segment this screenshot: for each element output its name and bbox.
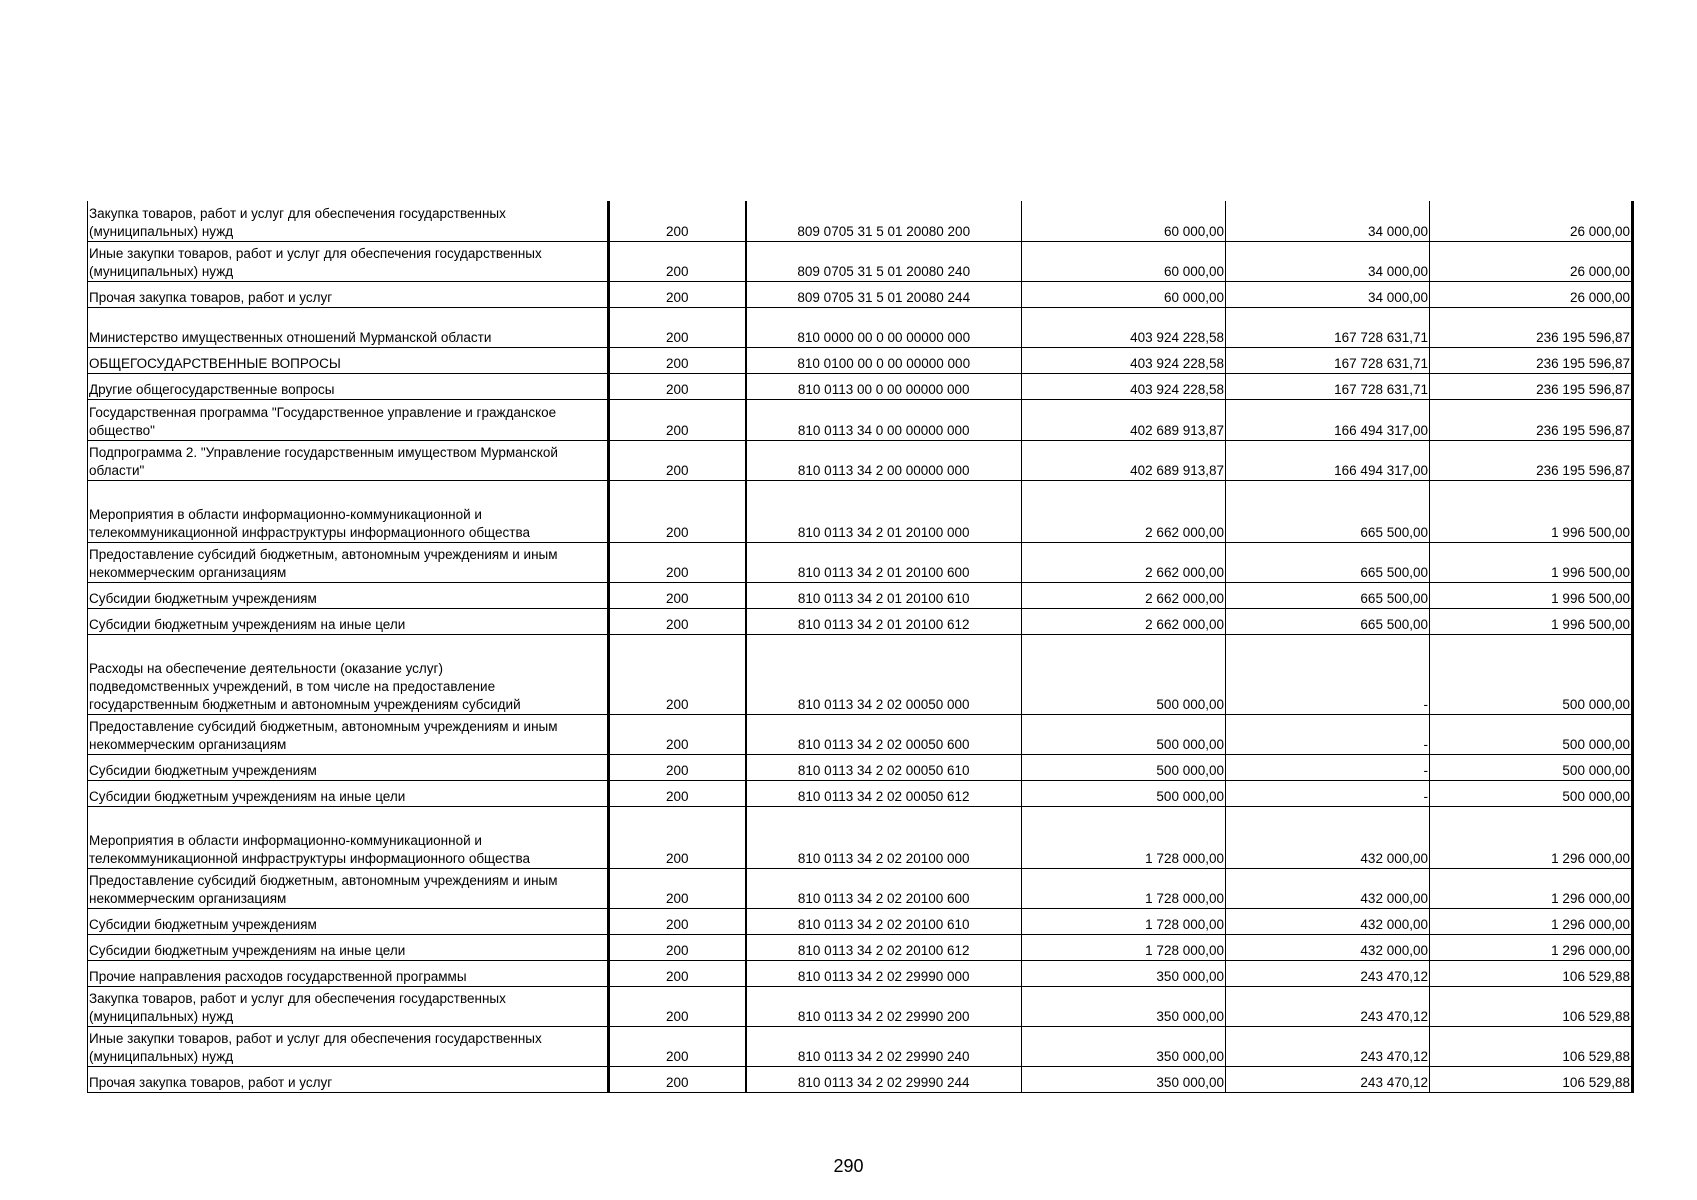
row-approved-cell: 1 728 000,00 bbox=[1022, 869, 1226, 909]
row-approved-cell: 2 662 000,00 bbox=[1022, 609, 1226, 635]
row-name-cell: Субсидии бюджетным учреждениям на иные цели bbox=[88, 609, 609, 635]
row-line-code-cell: 200 bbox=[609, 282, 746, 308]
table-row bbox=[88, 755, 1633, 781]
row-line-code-cell: 200 bbox=[609, 308, 746, 348]
row-unexecuted-cell: 26 000,00 bbox=[1430, 201, 1633, 242]
row-approved-cell: 403 924 228,58 bbox=[1022, 348, 1226, 374]
row-line-code-cell: 200 bbox=[609, 400, 746, 441]
row-executed-cell: 167 728 631,71 bbox=[1226, 374, 1430, 400]
table-row bbox=[88, 987, 1633, 1027]
row-name-cell: Субсидии бюджетным учреждениям на иные цели bbox=[88, 781, 609, 807]
row-executed-cell: 34 000,00 bbox=[1226, 242, 1430, 282]
row-line-code-cell: 200 bbox=[609, 242, 746, 282]
table-row bbox=[88, 282, 1633, 308]
row-executed-cell: 665 500,00 bbox=[1226, 481, 1430, 543]
row-unexecuted-cell: 1 996 500,00 bbox=[1430, 481, 1633, 543]
row-name-cell: Прочие направления расходов государственной программы bbox=[88, 961, 609, 987]
row-approved-cell: 1 728 000,00 bbox=[1022, 807, 1226, 869]
row-name-cell: Иные закупки товаров, работ и услуг для обеспечения государственных (муниципальных) нужд bbox=[88, 242, 609, 282]
row-budget-code-cell: 810 0113 34 2 01 20100 612 bbox=[746, 609, 1022, 635]
row-name-cell: Предоставление субсидий бюджетным, автономным учреждениям и иным некоммерческим организациям bbox=[88, 869, 609, 909]
row-executed-cell: 243 470,12 bbox=[1226, 987, 1430, 1027]
row-name-cell: Предоставление субсидий бюджетным, автономным учреждениям и иным некоммерческим организациям bbox=[88, 715, 609, 755]
row-executed-cell: 167 728 631,71 bbox=[1226, 348, 1430, 374]
row-executed-cell: 243 470,12 bbox=[1226, 1027, 1430, 1067]
row-unexecuted-cell: 236 195 596,87 bbox=[1430, 348, 1633, 374]
table-row bbox=[88, 961, 1633, 987]
row-unexecuted-cell: 26 000,00 bbox=[1430, 242, 1633, 282]
row-line-code-cell: 200 bbox=[609, 909, 746, 935]
row-approved-cell: 403 924 228,58 bbox=[1022, 308, 1226, 348]
row-approved-cell: 60 000,00 bbox=[1022, 201, 1226, 242]
table-body bbox=[88, 201, 1633, 1093]
row-name-cell: Министерство имущественных отношений Мурманской области bbox=[88, 308, 609, 348]
row-approved-cell: 500 000,00 bbox=[1022, 755, 1226, 781]
row-executed-cell: 34 000,00 bbox=[1226, 201, 1430, 242]
row-executed-cell: 665 500,00 bbox=[1226, 583, 1430, 609]
row-unexecuted-cell: 106 529,88 bbox=[1430, 1067, 1633, 1093]
table-row bbox=[88, 715, 1633, 755]
row-executed-cell: 665 500,00 bbox=[1226, 543, 1430, 583]
row-name-cell: Расходы на обеспечение деятельности (оказание услуг) подведомственных учреждений, в том числе на предоставление государственным бюджетным и автономным учреждениям субсидий bbox=[88, 635, 609, 715]
row-budget-code-cell: 810 0113 34 2 01 20100 000 bbox=[746, 481, 1022, 543]
page-number: 290 bbox=[833, 1156, 864, 1176]
row-unexecuted-cell: 106 529,88 bbox=[1430, 1027, 1633, 1067]
row-budget-code-cell: 810 0113 34 2 02 29990 200 bbox=[746, 987, 1022, 1027]
row-budget-code-cell: 810 0113 34 2 02 29990 244 bbox=[746, 1067, 1022, 1093]
row-line-code-cell: 200 bbox=[609, 609, 746, 635]
row-unexecuted-cell: 236 195 596,87 bbox=[1430, 400, 1633, 441]
row-line-code-cell: 200 bbox=[609, 781, 746, 807]
row-budget-code-cell: 810 0113 34 2 02 00050 000 bbox=[746, 635, 1022, 715]
table-row bbox=[88, 583, 1633, 609]
row-budget-code-cell: 810 0113 34 2 00 00000 000 bbox=[746, 441, 1022, 481]
row-line-code-cell: 200 bbox=[609, 961, 746, 987]
row-approved-cell: 2 662 000,00 bbox=[1022, 583, 1226, 609]
table-row bbox=[88, 543, 1633, 583]
row-line-code-cell: 200 bbox=[609, 807, 746, 869]
row-name-cell: Предоставление субсидий бюджетным, автономным учреждениям и иным некоммерческим организациям bbox=[88, 543, 609, 583]
budget-table bbox=[87, 201, 1634, 1093]
row-executed-cell: 34 000,00 bbox=[1226, 282, 1430, 308]
row-approved-cell: 60 000,00 bbox=[1022, 242, 1226, 282]
row-line-code-cell: 200 bbox=[609, 755, 746, 781]
row-budget-code-cell: 810 0000 00 0 00 00000 000 bbox=[746, 308, 1022, 348]
table-row bbox=[88, 1027, 1633, 1067]
row-name-cell: Субсидии бюджетным учреждениям bbox=[88, 909, 609, 935]
row-unexecuted-cell: 1 296 000,00 bbox=[1430, 869, 1633, 909]
row-unexecuted-cell: 1 996 500,00 bbox=[1430, 543, 1633, 583]
row-unexecuted-cell: 26 000,00 bbox=[1430, 282, 1633, 308]
row-unexecuted-cell: 500 000,00 bbox=[1430, 781, 1633, 807]
row-name-cell: Прочая закупка товаров, работ и услуг bbox=[88, 1067, 609, 1093]
row-name-cell: ОБЩЕГОСУДАРСТВЕННЫЕ ВОПРОСЫ bbox=[88, 348, 609, 374]
row-budget-code-cell: 810 0113 00 0 00 00000 000 bbox=[746, 374, 1022, 400]
row-executed-cell: 432 000,00 bbox=[1226, 869, 1430, 909]
row-approved-cell: 2 662 000,00 bbox=[1022, 481, 1226, 543]
row-line-code-cell: 200 bbox=[609, 201, 746, 242]
row-unexecuted-cell: 500 000,00 bbox=[1430, 715, 1633, 755]
row-name-cell: Закупка товаров, работ и услуг для обеспечения государственных (муниципальных) нужд bbox=[88, 987, 609, 1027]
row-approved-cell: 500 000,00 bbox=[1022, 635, 1226, 715]
row-approved-cell: 402 689 913,87 bbox=[1022, 400, 1226, 441]
row-approved-cell: 2 662 000,00 bbox=[1022, 543, 1226, 583]
row-executed-cell: 243 470,12 bbox=[1226, 1067, 1430, 1093]
row-budget-code-cell: 810 0113 34 2 02 00050 612 bbox=[746, 781, 1022, 807]
row-line-code-cell: 200 bbox=[609, 1067, 746, 1093]
row-executed-cell: - bbox=[1226, 781, 1430, 807]
row-budget-code-cell: 810 0100 00 0 00 00000 000 bbox=[746, 348, 1022, 374]
row-budget-code-cell: 810 0113 34 0 00 00000 000 bbox=[746, 400, 1022, 441]
row-name-cell: Прочая закупка товаров, работ и услуг bbox=[88, 282, 609, 308]
row-executed-cell: 166 494 317,00 bbox=[1226, 441, 1430, 481]
table-row bbox=[88, 909, 1633, 935]
row-unexecuted-cell: 500 000,00 bbox=[1430, 755, 1633, 781]
row-executed-cell: - bbox=[1226, 755, 1430, 781]
row-budget-code-cell: 810 0113 34 2 02 20100 612 bbox=[746, 935, 1022, 961]
table-row bbox=[88, 201, 1633, 242]
row-unexecuted-cell: 106 529,88 bbox=[1430, 961, 1633, 987]
row-approved-cell: 350 000,00 bbox=[1022, 987, 1226, 1027]
row-budget-code-cell: 810 0113 34 2 02 20100 600 bbox=[746, 869, 1022, 909]
row-line-code-cell: 200 bbox=[609, 635, 746, 715]
row-name-cell: Государственная программа "Государственное управление и гражданское общество" bbox=[88, 400, 609, 441]
row-line-code-cell: 200 bbox=[609, 935, 746, 961]
table-row bbox=[88, 374, 1633, 400]
row-budget-code-cell: 809 0705 31 5 01 20080 244 bbox=[746, 282, 1022, 308]
row-name-cell: Иные закупки товаров, работ и услуг для обеспечения государственных (муниципальных) нужд bbox=[88, 1027, 609, 1067]
row-name-cell: Закупка товаров, работ и услуг для обеспечения государственных (муниципальных) нужд bbox=[88, 201, 609, 242]
row-budget-code-cell: 810 0113 34 2 02 00050 600 bbox=[746, 715, 1022, 755]
row-unexecuted-cell: 1 296 000,00 bbox=[1430, 935, 1633, 961]
row-budget-code-cell: 810 0113 34 2 02 00050 610 bbox=[746, 755, 1022, 781]
row-approved-cell: 60 000,00 bbox=[1022, 282, 1226, 308]
row-unexecuted-cell: 106 529,88 bbox=[1430, 987, 1633, 1027]
table-row bbox=[88, 935, 1633, 961]
row-unexecuted-cell: 1 996 500,00 bbox=[1430, 583, 1633, 609]
row-budget-code-cell: 809 0705 31 5 01 20080 240 bbox=[746, 242, 1022, 282]
row-budget-code-cell: 810 0113 34 2 01 20100 600 bbox=[746, 543, 1022, 583]
row-budget-code-cell: 810 0113 34 2 02 29990 000 bbox=[746, 961, 1022, 987]
row-budget-code-cell: 810 0113 34 2 02 29990 240 bbox=[746, 1027, 1022, 1067]
table-row bbox=[88, 869, 1633, 909]
row-name-cell: Другие общегосударственные вопросы bbox=[88, 374, 609, 400]
row-name-cell: Субсидии бюджетным учреждениям bbox=[88, 755, 609, 781]
row-name-cell: Субсидии бюджетным учреждениям bbox=[88, 583, 609, 609]
row-name-cell: Подпрограмма 2. "Управление государственным имуществом Мурманской области" bbox=[88, 441, 609, 481]
row-approved-cell: 350 000,00 bbox=[1022, 961, 1226, 987]
row-approved-cell: 402 689 913,87 bbox=[1022, 441, 1226, 481]
row-line-code-cell: 200 bbox=[609, 987, 746, 1027]
table-row bbox=[88, 609, 1633, 635]
table-row bbox=[88, 1067, 1633, 1093]
row-name-cell: Мероприятия в области информационно-коммуникационной и телекоммуникационной инфраструктуры информационного общества bbox=[88, 807, 609, 869]
table-row bbox=[88, 807, 1633, 869]
row-approved-cell: 500 000,00 bbox=[1022, 715, 1226, 755]
row-line-code-cell: 200 bbox=[609, 715, 746, 755]
row-line-code-cell: 200 bbox=[609, 583, 746, 609]
row-unexecuted-cell: 236 195 596,87 bbox=[1430, 374, 1633, 400]
row-executed-cell: 432 000,00 bbox=[1226, 807, 1430, 869]
row-line-code-cell: 200 bbox=[609, 481, 746, 543]
row-approved-cell: 1 728 000,00 bbox=[1022, 909, 1226, 935]
row-executed-cell: - bbox=[1226, 715, 1430, 755]
row-executed-cell: 167 728 631,71 bbox=[1226, 308, 1430, 348]
row-line-code-cell: 200 bbox=[609, 869, 746, 909]
row-approved-cell: 403 924 228,58 bbox=[1022, 374, 1226, 400]
row-executed-cell: 432 000,00 bbox=[1226, 935, 1430, 961]
row-executed-cell: 243 470,12 bbox=[1226, 961, 1430, 987]
row-name-cell: Субсидии бюджетным учреждениям на иные цели bbox=[88, 935, 609, 961]
row-line-code-cell: 200 bbox=[609, 441, 746, 481]
table-row bbox=[88, 781, 1633, 807]
row-unexecuted-cell: 500 000,00 bbox=[1430, 635, 1633, 715]
row-executed-cell: 166 494 317,00 bbox=[1226, 400, 1430, 441]
row-approved-cell: 350 000,00 bbox=[1022, 1067, 1226, 1093]
row-line-code-cell: 200 bbox=[609, 348, 746, 374]
table-row bbox=[88, 481, 1633, 543]
row-unexecuted-cell: 236 195 596,87 bbox=[1430, 308, 1633, 348]
table-row bbox=[88, 441, 1633, 481]
row-executed-cell: 665 500,00 bbox=[1226, 609, 1430, 635]
row-executed-cell: - bbox=[1226, 635, 1430, 715]
table-row bbox=[88, 348, 1633, 374]
table-row bbox=[88, 400, 1633, 441]
row-approved-cell: 350 000,00 bbox=[1022, 1027, 1226, 1067]
row-budget-code-cell: 809 0705 31 5 01 20080 200 bbox=[746, 201, 1022, 242]
row-approved-cell: 1 728 000,00 bbox=[1022, 935, 1226, 961]
table-row bbox=[88, 242, 1633, 282]
row-name-cell: Мероприятия в области информационно-коммуникационной и телекоммуникационной инфраструктуры информационного общества bbox=[88, 481, 609, 543]
row-line-code-cell: 200 bbox=[609, 1027, 746, 1067]
row-line-code-cell: 200 bbox=[609, 543, 746, 583]
row-line-code-cell: 200 bbox=[609, 374, 746, 400]
row-executed-cell: 432 000,00 bbox=[1226, 909, 1430, 935]
row-budget-code-cell: 810 0113 34 2 02 20100 000 bbox=[746, 807, 1022, 869]
row-unexecuted-cell: 1 296 000,00 bbox=[1430, 807, 1633, 869]
row-unexecuted-cell: 236 195 596,87 bbox=[1430, 441, 1633, 481]
table-row bbox=[88, 308, 1633, 348]
row-unexecuted-cell: 1 296 000,00 bbox=[1430, 909, 1633, 935]
row-approved-cell: 500 000,00 bbox=[1022, 781, 1226, 807]
row-budget-code-cell: 810 0113 34 2 01 20100 610 bbox=[746, 583, 1022, 609]
table-row bbox=[88, 635, 1633, 715]
row-budget-code-cell: 810 0113 34 2 02 20100 610 bbox=[746, 909, 1022, 935]
row-unexecuted-cell: 1 996 500,00 bbox=[1430, 609, 1633, 635]
